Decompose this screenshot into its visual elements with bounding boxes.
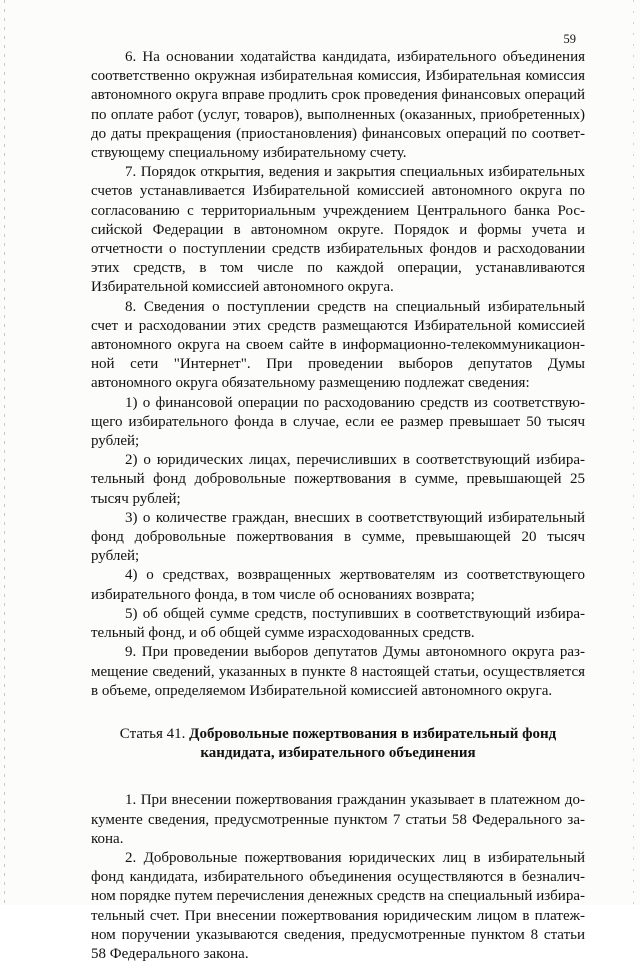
article-paragraph-2: 2. Добровольные пожертвования юридических лиц в избирательный фонд кандидата, избирательного объединения осуществляются в безналичном порядке путем перечисления денежных средств на специальный избирательный счет. При внесении пожертвования юридическим лицом в платежном поручении указываются сведения, предусмотренные пунктом 8 статьи 58 Федерального закона. bbox=[91, 849, 585, 962]
scan-edge-right bbox=[633, 0, 634, 905]
subitem-5: 5) об общей сумме средств, поступивших в соответствующий избирательный фонд, и об общей сумме израсходованных средств. bbox=[91, 605, 585, 642]
article-title-line1: Добровольные пожертвования в избирательный фонд bbox=[189, 725, 557, 742]
paragraph-6: 6. На основании ходатайства кандидата, избирательного объединения соответственно окружная избирательная комиссия, Избирательная комиссия автономного округа вправе продлить срок проведения финансовых операций по оплате работ (услуг, товаров), выполненных (оказанных, приобретенных) до даты прекращения (приостановления) финансовых операций по соответствующему специальному избирательному счету. bbox=[91, 49, 585, 162]
subitem-3: 3) о количестве граждан, внесших в соответствующий избирательный фонд добровольные пожертвования в сумме, превышающей 20 тысяч рублей; bbox=[91, 509, 585, 565]
subitem-2: 2) о юридических лицах, перечисливших в соответствующий избирательный фонд добровольные пожертвования в сумме, превышающей 25 тысяч рублей; bbox=[91, 452, 585, 507]
page-number: 59 bbox=[563, 32, 576, 46]
document-body bbox=[91, 48, 585, 964]
article-prefix: Статья 41. bbox=[119, 725, 190, 742]
paragraph-8: 8. Сведения о поступлении средств на специальный избирательный счет и расходовании этих средств размещаются Избирательной комиссией автономного округа на своем сайте в информационно-телекоммуникационной сети "Интернет". При проведении выборов депутатов Думы автономного округа обязательному размещению подлежат сведения: bbox=[91, 298, 585, 392]
scan-edge-left bbox=[4, 0, 5, 905]
article-heading bbox=[91, 725, 585, 763]
subitem-1: 1) о финансовой операции по расходованию средств из соответствующего избирательного фонда в случае, если ее размер превышает 50 тысяч рублей; bbox=[91, 394, 585, 450]
subitem-4: 4) о средствах, возвращенных жертвователям из соответствующего избирательного фонда, в том числе об основаниях возврата; bbox=[91, 567, 585, 603]
article-paragraph-1: 1. При внесении пожертвования гражданин указывает в платежном документе сведения, предусмотренные пунктом 7 статьи 58 Федерального закона. bbox=[91, 792, 585, 847]
paragraph-7: 7. Порядок открытия, ведения и закрытия специальных избирательных счетов устанавливается Избирательной комиссией автономного округа по согласованию с территориальным учреждением Центрального банка Российской Федерации в автономном округе. Порядок и формы учета и отчетности о поступлении средств избирательных фондов и расходовании этих средств, в том числе по каждой операции, устанавливаются Избирательной комиссией автономного округа. bbox=[91, 164, 585, 296]
article-title-line2: кандидата, избирательного объединения bbox=[200, 745, 476, 762]
paragraph-9: 9. При проведении выборов депутатов Думы автономного округа размещение сведений, указанных в пункте 8 настоящей статьи, осуществляется в объеме, определяемом Избирательной комиссией автономного округа. bbox=[91, 644, 585, 699]
